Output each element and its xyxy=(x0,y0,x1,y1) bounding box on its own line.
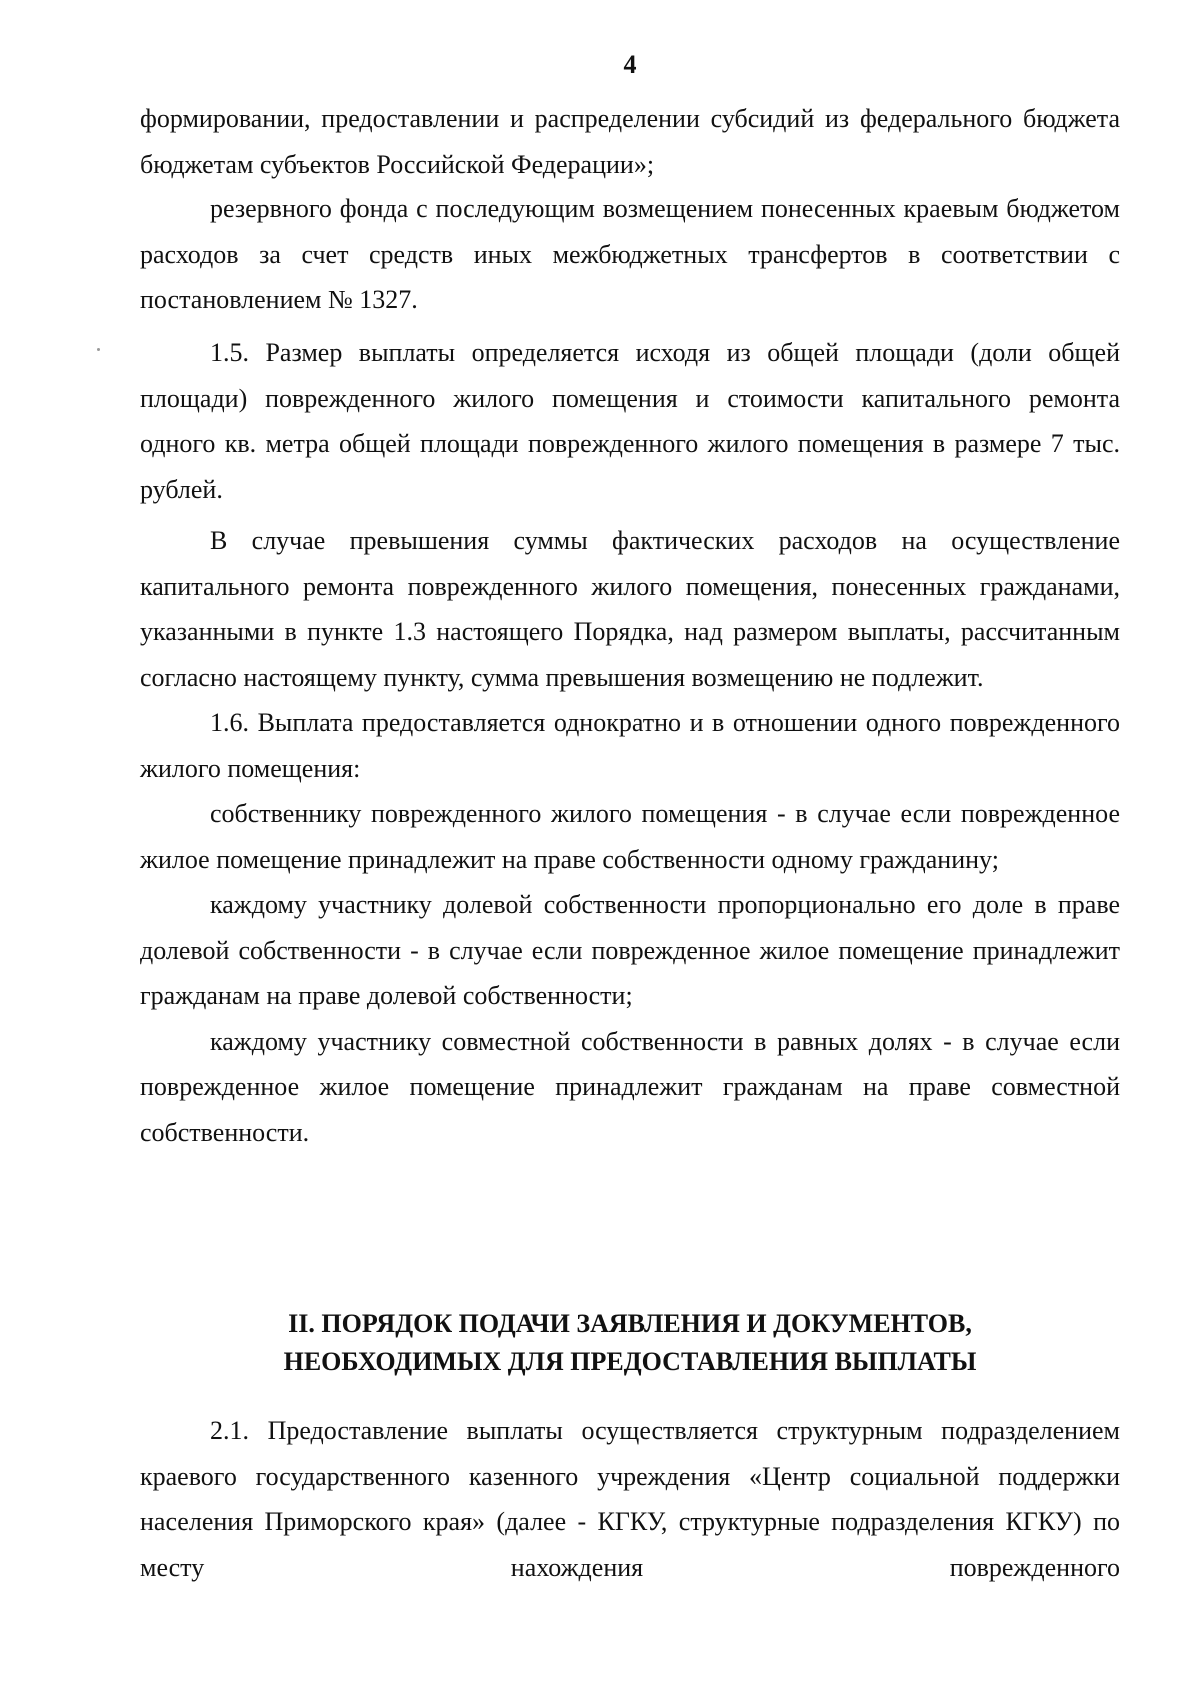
paragraph-block-1 xyxy=(140,96,1120,187)
paragraph-shared-ownership: каждому участнику долевой собственности пропорционально его доле в праве долевой собственности - в случае если поврежденное жилое помещение принадлежит гражданам на праве долевой собственности; xyxy=(140,890,1120,1010)
paragraph-1-6: 1.6. Выплата предоставляется однократно и в отношении одного поврежденного жилого помещения: xyxy=(140,708,1120,783)
paragraph-continuation: формировании, предоставлении и распределении субсидий из федерального бюджета бюджетам субъектов Российской Федерации»; xyxy=(140,104,1120,179)
page-number: 4 xyxy=(623,50,637,79)
section-heading xyxy=(140,1305,1120,1381)
section-heading-line-1: II. ПОРЯДОК ПОДАЧИ ЗАЯВЛЕНИЯ И ДОКУМЕНТОВ, xyxy=(288,1309,972,1338)
scan-speck xyxy=(97,348,100,351)
paragraph-reserve-fund: резервного фонда с последующим возмещением понесенных краевым бюджетом расходов за счет средств иных межбюджетных трансфертов в соответствии с постановлением № 1327. xyxy=(140,194,1120,314)
paragraph-excess-costs: В случае превышения суммы фактических расходов на осуществление капитального ремонта поврежденного жилого помещения, понесенных гражданами, указанными в пункте 1.3 настоящего Порядка, над размером выплаты, рассчитанным согласно настоящему пункту, сумма превышения возмещению не подлежит. xyxy=(140,526,1120,692)
paragraph-block-3 xyxy=(140,330,1120,1155)
paragraph-block-4 xyxy=(140,1408,1120,1590)
paragraph-joint-ownership: каждому участнику совместной собственности в равных долях - в случае если поврежденное жилое помещение принадлежит гражданам на праве совместной собственности. xyxy=(140,1026,1120,1147)
section-heading-line-2: НЕОБХОДИМЫХ ДЛЯ ПРЕДОСТАВЛЕНИЯ ВЫПЛАТЫ xyxy=(283,1347,977,1376)
paragraph-block-2 xyxy=(140,186,1120,323)
paragraph-1-5: 1.5. Размер выплаты определяется исходя из общей площади (доли общей площади) поврежденного жилого помещения и стоимости капитального ремонта одного кв. метра общей площади поврежденного жилого помещения в размере 7 тыс. рублей. xyxy=(140,338,1120,504)
paragraph-owner: собственнику поврежденного жилого помещения - в случае если поврежденное жилое помещение принадлежит на праве собственности одному гражданину; xyxy=(140,799,1120,874)
paragraph-2-1: 2.1. Предоставление выплаты осуществляется структурным подразделением краевого государственного казенного учреждения «Центр социальной поддержки населения Приморского края» (далее - КГКУ, структурные подразделения КГКУ) по месту нахождения поврежденного xyxy=(140,1416,1120,1582)
